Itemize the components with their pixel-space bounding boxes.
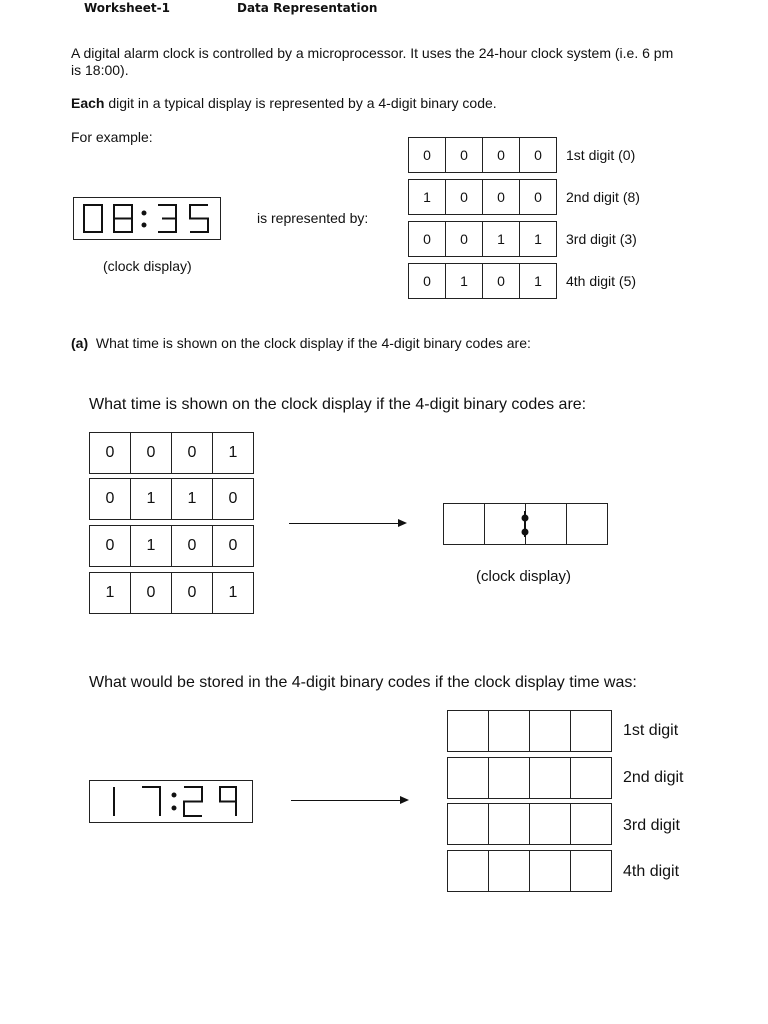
colon-dot-bottom	[142, 223, 147, 228]
digit-seven-shape	[142, 787, 160, 816]
answer-bit-box[interactable]	[530, 851, 571, 891]
answer-digit-box[interactable]	[485, 504, 526, 544]
example-row-2-label: 2nd digit (8)	[566, 189, 640, 205]
q1-arrow-line	[289, 523, 399, 524]
bit-cell: 0	[90, 433, 131, 473]
q2-label-3: 3rd digit	[623, 817, 680, 834]
worksheet-label: Worksheet-1	[84, 1, 170, 15]
for-example-label: For example:	[71, 129, 153, 145]
bit-cell: 1	[228, 444, 238, 461]
bit-cell: 1	[228, 584, 238, 601]
answer-bit-box[interactable]	[448, 758, 489, 798]
bit-cell: 0	[409, 264, 446, 298]
example-clock-svg	[74, 198, 220, 239]
answer-bit-box[interactable]	[489, 851, 530, 891]
worksheet-topic: Data Representation	[237, 1, 378, 15]
digit-eight-shape	[114, 205, 132, 232]
example-row-4	[408, 263, 557, 299]
bit-cell: 0	[90, 479, 131, 519]
q2-label-4: 4th digit	[623, 863, 680, 880]
intro-paragraph	[71, 45, 731, 79]
bit-cell: 0	[483, 180, 520, 214]
bit-cell: 1	[409, 180, 446, 214]
bit-cell: 0	[446, 222, 483, 256]
answer-bit-box[interactable]	[530, 758, 571, 798]
q2-question: What would be stored in the 4-digit binary codes if the clock display time was:	[89, 674, 637, 691]
answer-digit-box[interactable]	[567, 504, 607, 544]
example-clock-caption: (clock display)	[103, 258, 192, 274]
digit-three-shape	[158, 205, 176, 232]
answer-digit-box[interactable]	[526, 504, 567, 544]
bit-cell: 0	[483, 264, 520, 298]
answer-bit-box[interactable]	[489, 804, 530, 844]
q1-arrow-head	[398, 519, 407, 527]
bit-cell: 1	[131, 526, 172, 566]
q2-label-2: 2nd digit	[623, 769, 684, 786]
q1-clock-caption: (clock display)	[476, 568, 572, 585]
example-row-3-label: 3rd digit (3)	[566, 231, 637, 247]
colon-marker-icon	[519, 504, 531, 544]
answer-bit-box[interactable]	[530, 711, 571, 751]
answer-bit-box[interactable]	[571, 804, 611, 844]
answer-bit-box[interactable]	[489, 758, 530, 798]
digit-zero-shape	[84, 205, 102, 232]
answer-bit-box[interactable]	[489, 711, 530, 751]
bit-cell: 0	[172, 573, 213, 613]
digit-five-shape	[190, 205, 208, 232]
example-clock-digit-1	[0, 0, 1, 1]
q2-answer-row-1[interactable]	[447, 710, 612, 752]
bit-cell: 0	[228, 490, 238, 507]
bit-cell: 0	[131, 433, 172, 473]
bit-cell: 1	[172, 479, 213, 519]
bit-cell: 1	[131, 479, 172, 519]
q1-row-1	[89, 432, 254, 474]
digit-nine-shape	[220, 787, 236, 816]
q2-clock-digits	[114, 787, 236, 816]
q1-row-4	[89, 572, 254, 614]
part-a-text: What time is shown on the clock display if the 4-digit binary codes are:	[95, 335, 531, 351]
example-clock-digits	[84, 205, 208, 232]
answer-bit-box[interactable]	[448, 711, 489, 751]
q1-row-3	[89, 525, 254, 567]
example-row-1	[408, 137, 557, 173]
answer-bit-box[interactable]	[448, 804, 489, 844]
bit-cell: 0	[534, 147, 542, 163]
colon-dot-bottom	[172, 806, 177, 811]
q2-clock-display	[89, 780, 253, 823]
each-digit-sentence	[71, 95, 497, 112]
colon-dot-top	[142, 211, 147, 216]
bit-cell: 0	[228, 537, 238, 554]
example-row-2	[408, 179, 557, 215]
q2-answer-row-2[interactable]	[447, 757, 612, 799]
digit-two-shape	[184, 787, 202, 816]
q2-answer-row-3[interactable]	[447, 803, 612, 845]
bit-cell: 0	[409, 222, 446, 256]
intro-line-2: is 18:00).	[71, 62, 129, 78]
bit-cell: 1	[90, 573, 131, 613]
example-row-3	[408, 221, 557, 257]
answer-bit-box[interactable]	[571, 711, 611, 751]
q2-clock-svg	[90, 781, 252, 822]
answer-bit-box[interactable]	[448, 851, 489, 891]
bit-cell: 1	[534, 231, 542, 247]
colon-dot-top	[172, 793, 177, 798]
q1-question: What time is shown on the clock display if the 4-digit binary codes are:	[89, 396, 587, 413]
q1-row-2	[89, 478, 254, 520]
bit-cell: 0	[90, 526, 131, 566]
bit-cell: 1	[446, 264, 483, 298]
is-represented-label: is represented by:	[257, 210, 369, 226]
q2-arrow-line	[291, 800, 401, 801]
bit-cell: 0	[534, 189, 542, 205]
bit-cell: 0	[446, 180, 483, 214]
bit-cell: 0	[172, 526, 213, 566]
clock-digit-text-holder	[0, 0, 1, 1]
part-a-question	[71, 335, 531, 352]
example-row-1-label: 1st digit (0)	[566, 147, 636, 163]
answer-bit-box[interactable]	[571, 851, 611, 891]
each-rest: digit in a typical display is represented by a 4-digit binary code.	[104, 95, 497, 111]
part-a-marker: (a)	[71, 335, 89, 351]
q2-answer-row-4[interactable]	[447, 850, 612, 892]
answer-digit-box[interactable]	[444, 504, 485, 544]
bit-cell: 0	[172, 433, 213, 473]
each-bold: Each	[71, 95, 105, 111]
bit-cell: 1	[534, 273, 542, 289]
answer-bit-box[interactable]	[571, 758, 611, 798]
q2-arrow-head	[400, 796, 409, 804]
intro-line-1: A digital alarm clock is controlled by a microprocessor. It uses the 24-hour clock system (i.e. 6 pm	[71, 45, 674, 61]
q1-answer-clock[interactable]	[443, 503, 608, 545]
bit-cell: 0	[131, 573, 172, 613]
bit-cell: 0	[483, 138, 520, 172]
bit-cell: 1	[483, 222, 520, 256]
example-clock-display	[73, 197, 221, 240]
example-row-4-label: 4th digit (5)	[566, 273, 637, 289]
bit-cell: 0	[446, 138, 483, 172]
q2-label-1: 1st digit	[623, 722, 679, 739]
bit-cell: 0	[409, 138, 446, 172]
answer-bit-box[interactable]	[530, 804, 571, 844]
